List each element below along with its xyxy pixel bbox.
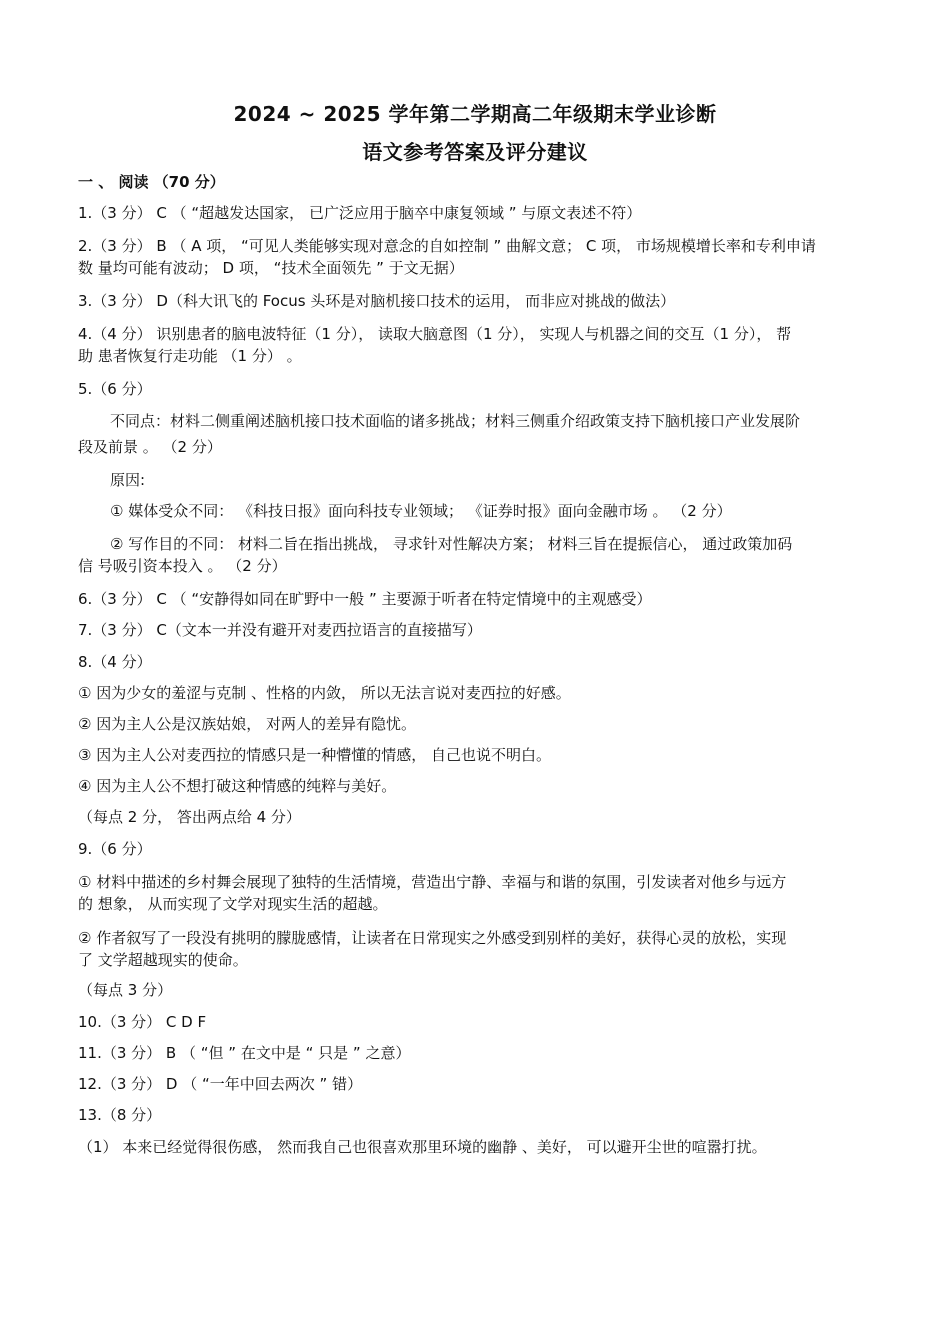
answer-line: ③ 因为主人公对麦西拉的情感只是一种懵懂的情感， 自己也说不明白。 bbox=[78, 746, 551, 764]
answer-line: ② 因为主人公是汉族姑娘， 对两人的差异有隐忧。 bbox=[78, 715, 416, 733]
answer-line: 了 文学超越现实的使命。 bbox=[78, 951, 248, 969]
answer-line: 段及前景 。 （2 分） bbox=[78, 438, 222, 456]
answer-line: 11.（3 分） B （ “但 ” 在文中是 “ 只是 ” 之意） bbox=[78, 1044, 411, 1062]
answer-line: 助 患者恢复行走功能 （1 分） 。 bbox=[78, 347, 302, 365]
answer-line: 4.（4 分） 识别患者的脑电波特征（1 分）， 读取大脑意图（1 分）， 实现人与机器之间的交互（1 分）， 帮 bbox=[78, 325, 792, 343]
answer-line: 1.（3 分） C （ “超越发达国家， 已广泛应用于脑卒中康复领域 ” 与原文表述不符） bbox=[78, 204, 642, 222]
answer-line: ① 材料中描述的乡村舞会展现了独特的生活情境，营造出宁静、幸福与和谐的氛围，引发读者对他乡与远方 bbox=[78, 873, 787, 891]
answer-line: 5.（6 分） bbox=[78, 380, 152, 398]
answer-line: 的 想象， 从而实现了文学对现实生活的超越。 bbox=[78, 895, 388, 913]
answer-line: 数 量均可能有波动； D 项， “技术全面领先 ” 于文无据） bbox=[78, 259, 464, 277]
answer-line: 8.（4 分） bbox=[78, 653, 152, 671]
answer-line: （每点 3 分） bbox=[78, 981, 173, 999]
answer-line: （每点 2 分， 答出两点给 4 分） bbox=[78, 808, 301, 826]
answer-line: 12.（3 分） D （ “一年中回去两次 ” 错） bbox=[78, 1075, 363, 1093]
answer-line: ② 写作目的不同： 材料二旨在指出挑战， 寻求针对性解决方案； 材料三旨在提振信心， 通过政策加码 bbox=[110, 535, 793, 553]
answer-line: 7.（3 分） C（文本一并没有避开对麦西拉语言的直接描写） bbox=[78, 621, 482, 639]
answer-line: 2.（3 分） B （ A 项， “可见人类能够实现对意念的自如控制 ” 曲解文意； C 项， 市场规模增长率和专利申请 bbox=[78, 237, 816, 255]
answer-line: 3.（3 分） D（科大讯飞的 Focus 头环是对脑机接口技术的运用， 而非应对挑战的做法） bbox=[78, 292, 676, 310]
document-subtitle: 语文参考答案及评分建议 bbox=[362, 140, 588, 164]
answer-line: 6.（3 分） C （ “安静得如同在旷野中一般 ” 主要源于听者在特定情境中的主观感受） bbox=[78, 590, 652, 608]
answer-line: ① 因为少女的羞涩与克制 、性格的内敛， 所以无法言说对麦西拉的好感。 bbox=[78, 684, 571, 702]
answer-line: 10.（3 分） C D F bbox=[78, 1013, 207, 1031]
answer-line: 13.（8 分） bbox=[78, 1106, 162, 1124]
answer-line: 原因: bbox=[110, 471, 146, 489]
document-title: 2024 ~ 2025 学年第二学期高二年级期末学业诊断 bbox=[233, 102, 717, 126]
answer-line: ② 作者叙写了一段没有挑明的朦胧感情，让读者在日常现实之外感受到别样的美好，获得心灵的放松，实现 bbox=[78, 929, 787, 947]
answer-line: 信 号吸引资本投入 。 （2 分） bbox=[78, 557, 287, 575]
answer-line: 不同点：材料二侧重阐述脑机接口技术面临的诸多挑战；材料三侧重介绍政策支持下脑机接口产业发展阶 bbox=[110, 412, 801, 430]
answer-line: （1） 本来已经觉得很伤感， 然而我自己也很喜欢那里环境的幽静 、美好， 可以避开尘世的喧嚣打扰。 bbox=[78, 1138, 767, 1156]
section-heading-reading: 一 、 阅读 （70 分） bbox=[78, 173, 225, 191]
answer-line: ① 媒体受众不同： 《科技日报》面向科技专业领域； 《证券时报》面向金融市场 。 （2 分） bbox=[110, 502, 732, 520]
answer-line: ④ 因为主人公不想打破这种情感的纯粹与美好。 bbox=[78, 777, 397, 795]
answer-line: 9.（6 分） bbox=[78, 840, 152, 858]
